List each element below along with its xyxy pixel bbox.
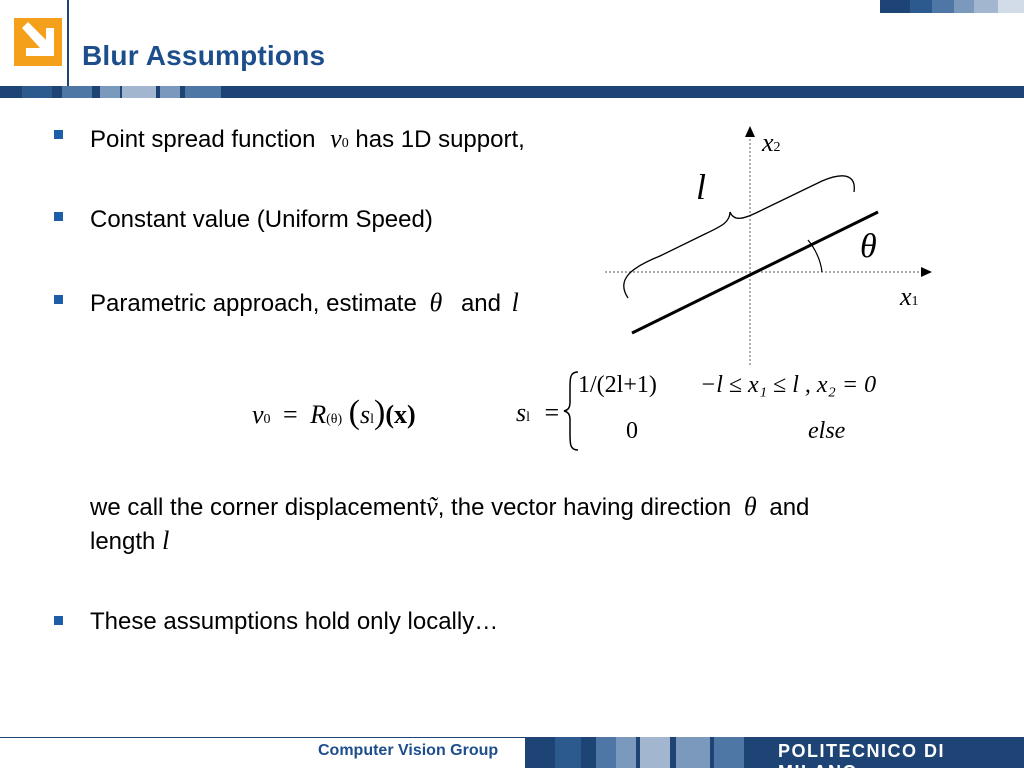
bullet-1-tail: has 1D support,	[348, 126, 525, 153]
bullet-4: These assumptions hold only locally…	[90, 608, 499, 635]
v0-symbol: v0	[330, 124, 349, 153]
l-label: l	[696, 167, 707, 207]
corner-displacement-paragraph-line2: length l	[90, 526, 170, 555]
case2-condition: else	[808, 418, 846, 444]
bullet-marker	[54, 130, 63, 139]
bullet-1-text: Point spread function	[90, 126, 316, 153]
bullet-marker	[54, 295, 63, 304]
and-word: and	[460, 290, 501, 317]
l-symbol: l	[511, 288, 519, 317]
footer-stripe	[616, 737, 636, 768]
x2-arrow-icon	[745, 126, 755, 137]
case1-value: 1/(2l+1)	[578, 372, 657, 398]
theta-label: θ	[860, 228, 877, 265]
header-divider	[67, 0, 69, 86]
footer-group-label: Computer Vision Group	[318, 742, 499, 759]
footer-stripe	[640, 737, 670, 768]
footer-stripe	[596, 737, 616, 768]
x1-label: x1	[900, 282, 919, 311]
case1-condition: −l ≤ x₁ ≤ l , x₂ = 0	[700, 372, 877, 398]
footer-stripe	[714, 737, 744, 768]
bullet-1	[90, 124, 525, 154]
equation-sl: sl =	[516, 398, 560, 427]
bullet-2: Constant value (Uniform Speed)	[90, 206, 433, 233]
bullet-marker	[54, 616, 63, 625]
institution-wordmark: POLITECNICO DI MILANO	[778, 741, 946, 782]
footer-stripe	[676, 737, 710, 768]
footer-line	[0, 737, 525, 738]
equation-v0: v0 = R(θ) (sl)(x)	[252, 394, 416, 431]
bullet-3-text: Parametric approach, estimate	[90, 290, 417, 317]
bullet-3	[90, 288, 519, 318]
corner-displacement-paragraph: we call the corner displacementṽ, the vector having direction θ and	[90, 492, 810, 521]
slide-title: Blur Assumptions	[82, 40, 326, 71]
bullet-marker	[54, 212, 63, 221]
case2-value: 0	[626, 418, 638, 444]
polimi-logo-icon	[14, 18, 62, 66]
theta-symbol: θ	[429, 288, 443, 317]
header-stripe-bar	[0, 86, 230, 98]
x2-label: x2	[762, 128, 781, 157]
top-right-stripes	[880, 0, 1024, 13]
footer-stripe	[555, 737, 581, 768]
x1-arrow-icon	[921, 267, 932, 277]
